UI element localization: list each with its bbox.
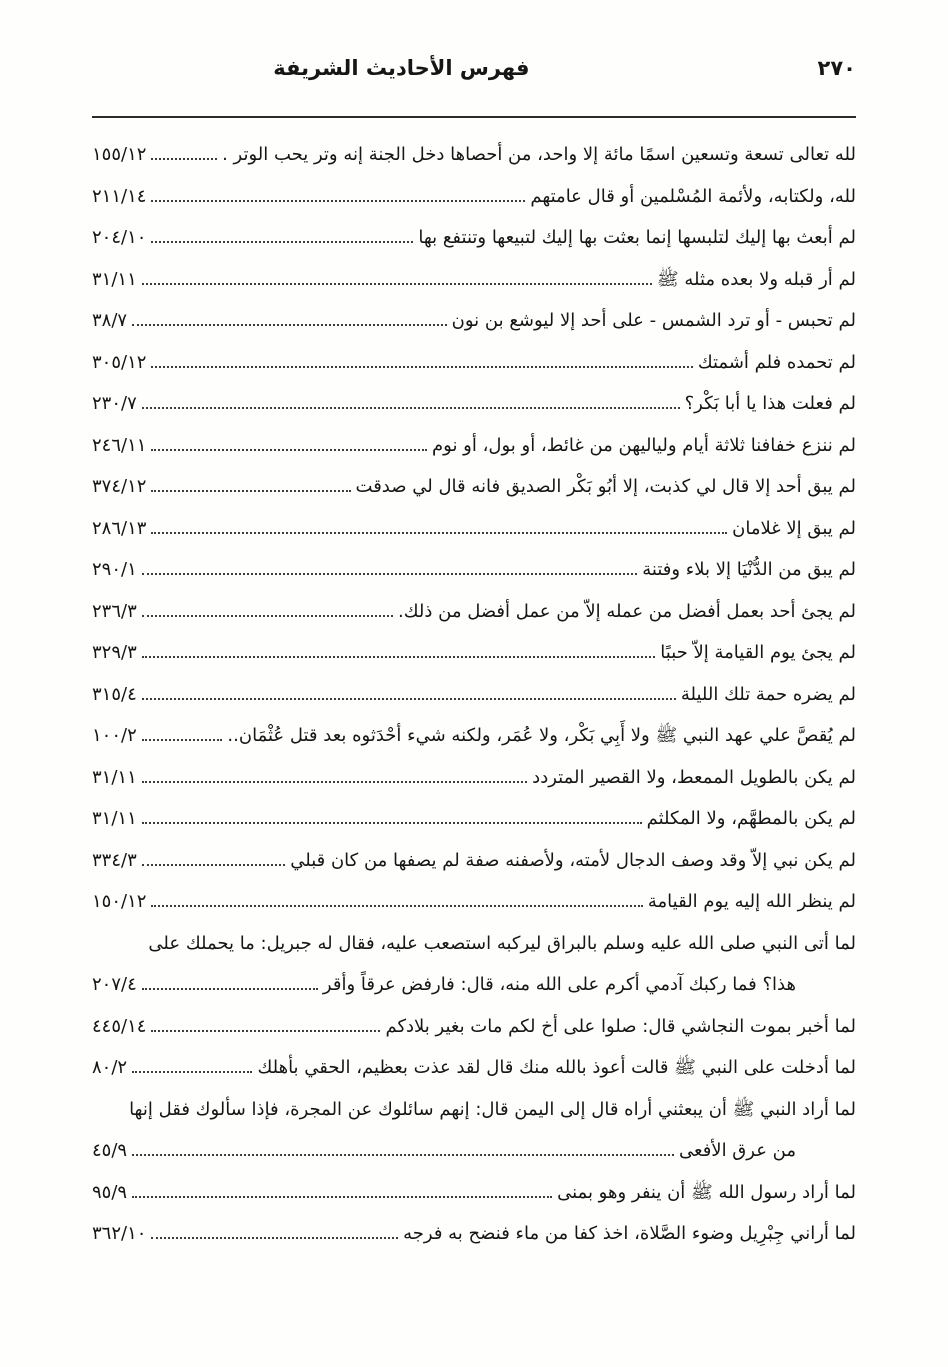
entry-page-ref: ٣٦٢/١٠ bbox=[92, 1223, 147, 1244]
entry-page-ref: ٩٥/٩ bbox=[92, 1181, 128, 1203]
entry-text: لم أبعث بها إليك لتلبسها إنما بعثت بها إليك لتبيعها وتنتفع بها bbox=[418, 227, 856, 248]
dot-leader bbox=[132, 1192, 552, 1198]
entry-text: لله، ولكتابه، ولأئمة المُسْلمين أو قال عامتهم bbox=[530, 185, 856, 207]
index-entry-line bbox=[92, 300, 856, 342]
dot-leader bbox=[151, 196, 525, 202]
dot-leader bbox=[132, 1150, 674, 1156]
index-entry-line bbox=[92, 964, 856, 1006]
entry-page-ref: ٢٠٤/١٠ bbox=[92, 227, 147, 248]
dot-leader bbox=[142, 984, 318, 990]
entry-text: لم يكن بالطويل الممعط، ولا القصير المتردد bbox=[532, 766, 856, 788]
entry-page-ref: ٣٢٩/٣ bbox=[92, 642, 137, 663]
dot-leader bbox=[151, 901, 642, 907]
index-entry-line bbox=[92, 1213, 856, 1255]
entry-page-ref: ٣١/١١ bbox=[92, 268, 137, 290]
entry-page-ref: ٢٩٠/١ bbox=[92, 559, 137, 580]
entry-text: من عرق الأفعى bbox=[679, 1140, 796, 1161]
index-entry-line bbox=[92, 217, 856, 259]
index-entry-line bbox=[92, 549, 856, 591]
entry-page-ref: ٣٣٤/٣ bbox=[92, 849, 137, 871]
entry-page-ref: ٣١/١١ bbox=[92, 766, 137, 788]
dot-leader bbox=[142, 652, 656, 658]
index-entry-line bbox=[92, 425, 856, 467]
dot-leader bbox=[142, 611, 393, 617]
index-entries bbox=[92, 134, 856, 1255]
entry-text: لم يبق من الدُّنْيَا إلا بلاء وفتنة bbox=[642, 559, 856, 580]
entry-text: لم ننزع خفافنا ثلاثة أيام ولياليهن من غائط، أو بول، أو نوم bbox=[432, 434, 856, 456]
entry-page-ref: ٢٠٧/٤ bbox=[92, 974, 137, 995]
entry-text: لما أتى النبي صلى الله عليه وسلم بالبراق ليركبه استصعب عليه، فقال له جبريل: ما يحملك على bbox=[148, 932, 856, 954]
dot-leader bbox=[142, 694, 676, 700]
index-entry-line bbox=[92, 1047, 856, 1089]
entry-text: لم فعلت هذا يا أبا بَكْر؟ bbox=[684, 393, 856, 414]
entry-page-ref: ٣٧٤/١٢ bbox=[92, 476, 147, 497]
dot-leader bbox=[142, 777, 527, 783]
entry-text: لم يبق أحد إلا قال لي كذبت، إلا أبُو بَكْر الصديق فانه قال لي صدقت bbox=[355, 476, 856, 497]
entry-text: هذا؟ فما ركبك آدمي أكرم على الله منه، قال: فارفض عرقاً وأقر bbox=[322, 974, 796, 995]
dot-leader bbox=[142, 569, 638, 575]
entry-text: لم تحبس - أو ترد الشمس - على أحد إلا ليوشع بن نون bbox=[451, 310, 856, 331]
entry-page-ref: ٤٥/٩ bbox=[92, 1140, 128, 1161]
page-header bbox=[92, 56, 856, 118]
index-entry-line bbox=[92, 840, 856, 882]
header-row bbox=[92, 56, 856, 90]
entry-text: لما أراد رسول الله ﷺ أن ينفر وهو بمنى bbox=[557, 1181, 856, 1203]
dot-leader bbox=[151, 445, 427, 451]
entry-text: لم يُقصَّ علي عهد النبي ﷺ ولا أَبِي بَكْر، ولا عُمَر، ولكنه شيء أحْدَثوه بعد قتل عُثْمَان.. bbox=[227, 725, 856, 746]
dot-leader bbox=[151, 486, 350, 492]
header-rule bbox=[92, 116, 856, 118]
entry-text: لما أخبر بموت النجاشي قال: صلوا على أخ لكم مات بغير بلادكم bbox=[385, 1015, 856, 1037]
dot-leader bbox=[151, 237, 413, 243]
index-entry-line bbox=[92, 591, 856, 633]
dot-leader bbox=[151, 154, 217, 160]
entry-page-ref: ٢٣٦/٣ bbox=[92, 600, 137, 622]
entry-page-ref: ١٠٠/٢ bbox=[92, 725, 137, 746]
entry-page-ref: ٣٠٥/١٢ bbox=[92, 351, 147, 373]
index-entry-line bbox=[92, 383, 856, 425]
dot-leader bbox=[132, 1067, 252, 1073]
entry-page-ref: ٣٨/٧ bbox=[92, 310, 128, 331]
entry-text: لم ينظر الله إليه يوم القيامة bbox=[647, 891, 856, 912]
entry-text: لم يبق إلا غلامان bbox=[732, 517, 856, 539]
entry-page-ref: ١٥٠/١٢ bbox=[92, 891, 147, 912]
entry-text: لم أر قبله ولا بعده مثله ﷺ bbox=[656, 268, 856, 290]
index-entry-line bbox=[92, 134, 856, 176]
index-entry-line bbox=[92, 1089, 856, 1131]
entry-page-ref: ٢٣٠/٧ bbox=[92, 393, 137, 414]
index-entry-line bbox=[92, 1130, 856, 1172]
index-entry-line bbox=[92, 798, 856, 840]
index-entry-line bbox=[92, 508, 856, 550]
dot-leader bbox=[142, 735, 223, 741]
dot-leader bbox=[132, 320, 447, 326]
entry-page-ref: ٣١٥/٤ bbox=[92, 683, 137, 705]
entry-text: لم يكن بالمطهَّم، ولا المكلثم bbox=[646, 808, 856, 829]
index-entry-line bbox=[92, 715, 856, 757]
entry-page-ref: ٨٠/٢ bbox=[92, 1057, 128, 1078]
dot-leader bbox=[151, 1026, 380, 1032]
entry-text: لما أراد النبي ﷺ أن يبعثني أراه قال إلى اليمن قال: إنهم سائلوك عن المجرة، فإذا سألوك فقل إنها bbox=[129, 1098, 856, 1120]
index-entry-line bbox=[92, 632, 856, 674]
entry-text: لم تحمده فلم أشمتك bbox=[697, 351, 856, 373]
entry-page-ref: ١٥٥/١٢ bbox=[92, 144, 147, 165]
index-entry-line bbox=[92, 466, 856, 508]
entry-text: لم يجئ أحد بعمل أفضل من عمله إلاّ من عمل أفضل من ذلك. bbox=[398, 600, 856, 622]
entry-text: لم يضره حمة تلك الليلة bbox=[680, 683, 856, 705]
dot-leader bbox=[142, 279, 652, 285]
entry-text: لما أدخلت على النبي ﷺ قالت أعوذ بالله منك قال لقد عذت بعظيم، الحقي بأهلك bbox=[257, 1057, 856, 1078]
entry-text: لله تعالى تسعة وتسعين اسمًا مائة إلا واحد، من أحصاها دخل الجنة إنه وتر يحب الوتر . bbox=[222, 144, 856, 165]
entry-page-ref: ٢١١/١٤ bbox=[92, 185, 147, 207]
index-entry-line bbox=[92, 1172, 856, 1214]
dot-leader bbox=[142, 403, 680, 409]
index-entry-line bbox=[92, 757, 856, 799]
dot-leader bbox=[151, 1233, 398, 1239]
index-entry-line bbox=[92, 1006, 856, 1048]
dot-leader bbox=[142, 818, 642, 824]
index-entry-line bbox=[92, 259, 856, 301]
entry-page-ref: ٢٨٦/١٣ bbox=[92, 517, 147, 539]
dot-leader bbox=[151, 362, 692, 368]
dot-leader bbox=[142, 860, 285, 866]
index-entry-line bbox=[92, 674, 856, 716]
entry-page-ref: ٢٤٦/١١ bbox=[92, 434, 147, 456]
entry-page-ref: ٤٤٥/١٤ bbox=[92, 1015, 147, 1037]
index-entry-line bbox=[92, 881, 856, 923]
index-entry-line bbox=[92, 342, 856, 384]
entry-text: لم يجئ يوم القيامة إلاّ حببًا bbox=[660, 642, 856, 663]
page-number: ٢٧٠ bbox=[817, 56, 856, 80]
entry-page-ref: ٣١/١١ bbox=[92, 808, 137, 829]
dot-leader bbox=[151, 528, 727, 534]
page-title: فهرس الأحاديث الشريفة bbox=[273, 56, 530, 80]
index-entry-line bbox=[92, 923, 856, 965]
index-entry-line bbox=[92, 176, 856, 218]
entry-text: لم يكن نبي إلاّ وقد وصف الدجال لأمته، ولأصفنه صفة لم يصفها من كان قبلي bbox=[290, 849, 856, 871]
entry-text: لما أراني جِبْرِيل وضوء الصَّلاة، اخذ كفا من ماء فنضح به فرجه bbox=[403, 1223, 856, 1244]
